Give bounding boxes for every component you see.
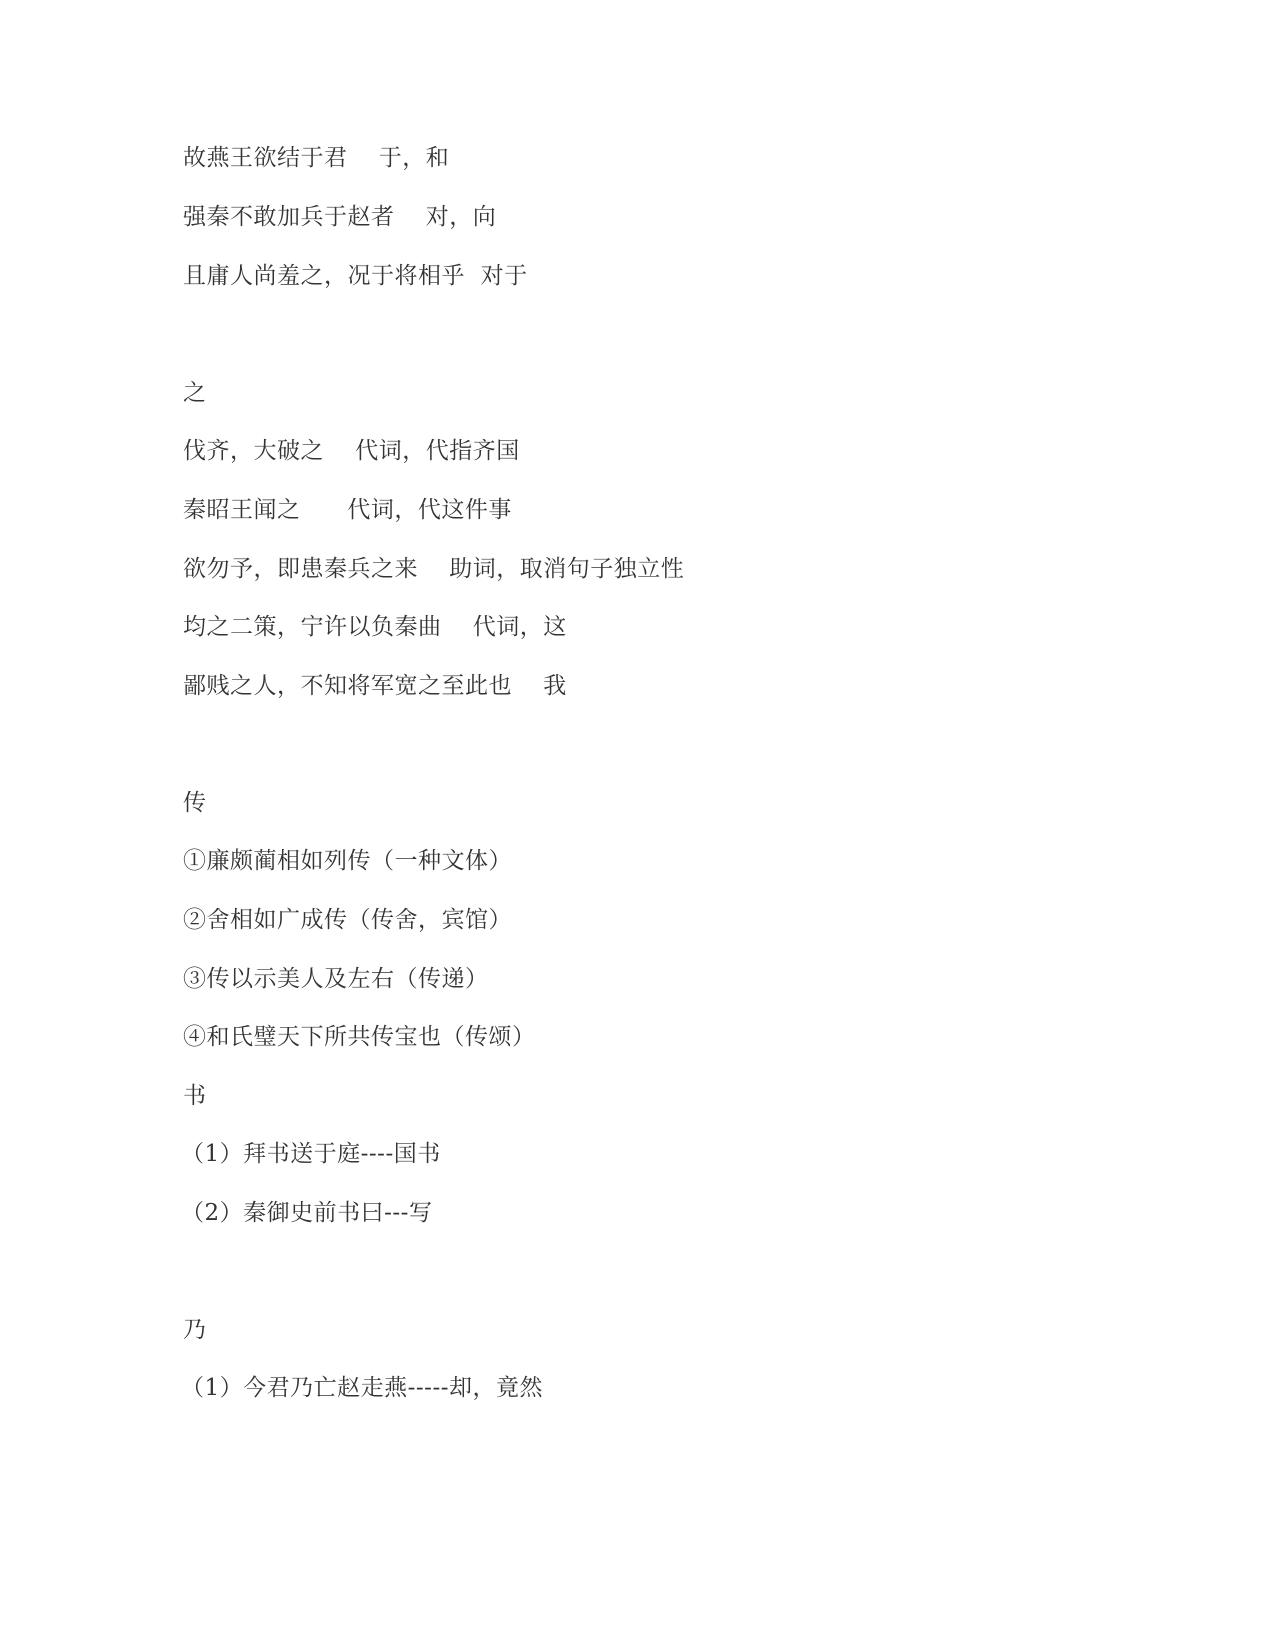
entry-zhi-1: 伐齐，大破之 代词，代指齐国	[183, 438, 520, 464]
entry-zhi-2: 秦昭王闻之 代词，代这件事	[183, 497, 512, 523]
heading-zhuan: 传	[183, 790, 207, 816]
entry-shu-1: （1）拜书送于庭----国书	[181, 1141, 441, 1167]
entry-yu-2: 强秦不敢加兵于赵者 对，向	[183, 204, 497, 230]
entry-zhuan-3: ③传以示美人及左右（传递）	[183, 966, 489, 992]
entry-zhuan-1: ①廉颇蔺相如列传（一种文体）	[183, 848, 512, 874]
heading-zhi: 之	[183, 380, 207, 406]
entry-zhi-3: 欲勿予，即患秦兵之来 助词，取消句子独立性	[183, 556, 685, 582]
heading-shu: 书	[183, 1083, 207, 1109]
entry-shu-2: （2）秦御史前书曰---写	[181, 1200, 433, 1226]
entry-zhuan-4: ④和氏璧天下所共传宝也（传颂）	[183, 1024, 536, 1050]
entry-zhi-5: 鄙贱之人，不知将军宽之至此也 我	[183, 673, 567, 699]
entry-zhi-4: 均之二策，宁许以负秦曲 代词，这	[183, 614, 567, 640]
entry-yu-3: 且庸人尚羞之，况于将相乎 对于	[183, 263, 528, 289]
entry-nai-1: （1）今君乃亡赵走燕-----却，竟然	[181, 1375, 543, 1401]
entry-yu-1: 故燕王欲结于君 于，和	[183, 145, 450, 171]
heading-nai: 乃	[183, 1317, 207, 1343]
entry-zhuan-2: ②舍相如广成传（传舍，宾馆）	[183, 907, 512, 933]
